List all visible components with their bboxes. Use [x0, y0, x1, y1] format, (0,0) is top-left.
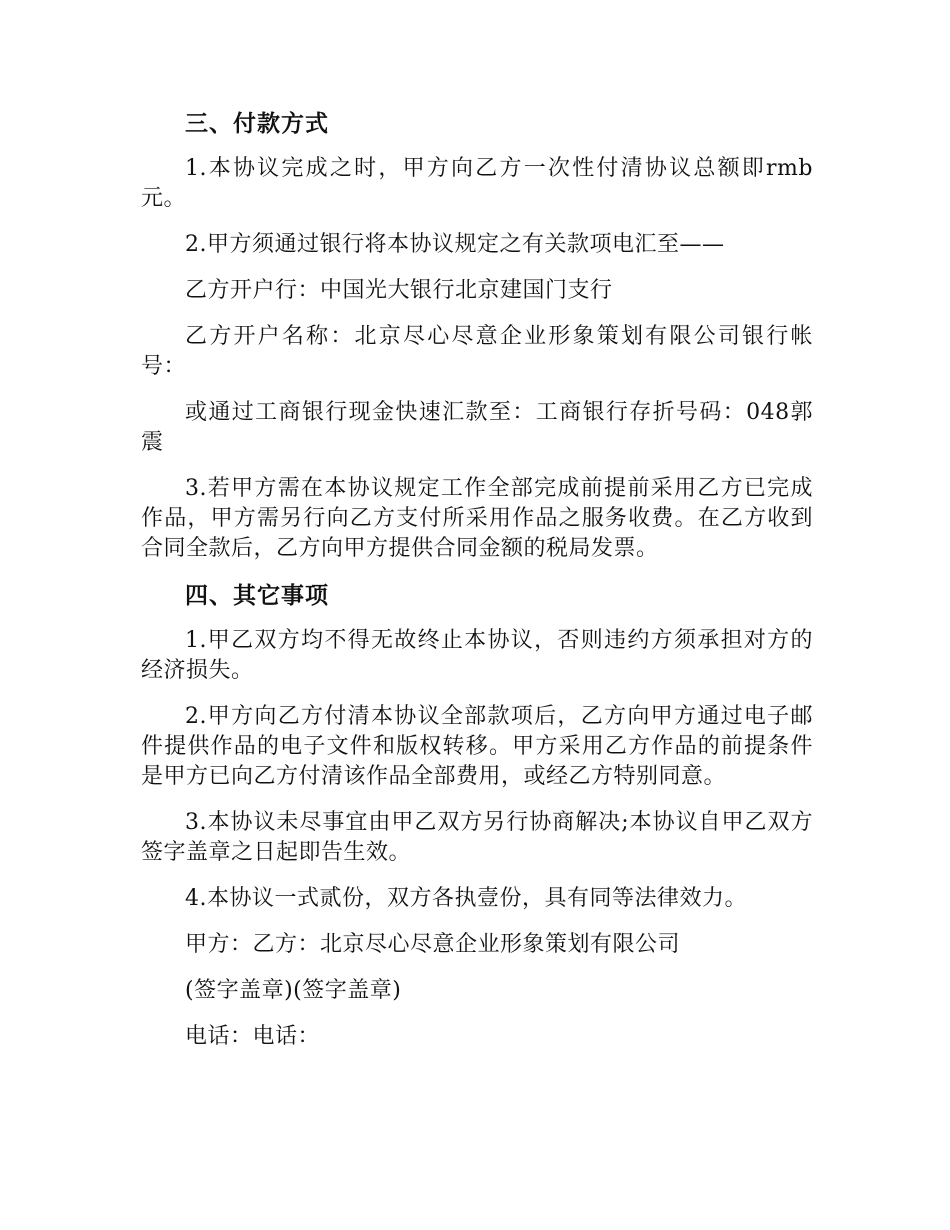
paragraph-payment-1: 1.本协议完成之时，甲方向乙方一次性付清协议总额即rmb元。: [141, 156, 813, 211]
signature-seal: (签字盖章)(签字盖章): [185, 978, 402, 1003]
document-page: [141, 108, 813, 1068]
paragraph-icbc: 或通过工商银行现金快速汇款至：工商银行存折号码：048郭震: [141, 400, 813, 455]
paragraph-payment-2: 2.甲方须通过银行将本协议规定之有关款项电汇至——: [185, 232, 725, 257]
signature-phone: 电话：电话：: [185, 1024, 321, 1049]
paragraph-other-2: 2.甲方向乙方付清本协议全部款项后，乙方向甲方通过电子邮件提供作品的电子文件和版权转移。甲方采用乙方作品的前提条件是甲方已向乙方付清该作品全部费用，或经乙方特别同意。: [141, 704, 813, 789]
section-heading-other: 四、其它事项: [185, 582, 329, 609]
paragraph-other-4: 4.本协议一式贰份，双方各执壹份，具有同等法律效力。: [185, 886, 747, 911]
section-heading-payment: 三、付款方式: [185, 110, 329, 137]
signature-parties: 甲方：乙方：北京尽心尽意企业形象策划有限公司: [185, 932, 681, 957]
paragraph-other-3: 3.本协议未尽事宜由甲乙双方另行协商解决;本协议自甲乙双方签字盖章之日起即告生效。: [141, 810, 813, 865]
paragraph-other-1: 1.甲乙双方均不得无故终止本协议，否则违约方须承担对方的经济损失。: [141, 628, 813, 683]
paragraph-account-name: 乙方开户名称：北京尽心尽意企业形象策划有限公司银行帐号：: [141, 324, 813, 379]
paragraph-bank: 乙方开户行：中国光大银行北京建国门支行: [185, 278, 613, 303]
paragraph-payment-3: 3.若甲方需在本协议规定工作全部完成前提前采用乙方已完成作品，甲方需另行向乙方支付所采用作品之服务收费。在乙方收到合同全款后，乙方向甲方提供合同金额的税局发票。: [141, 476, 813, 561]
